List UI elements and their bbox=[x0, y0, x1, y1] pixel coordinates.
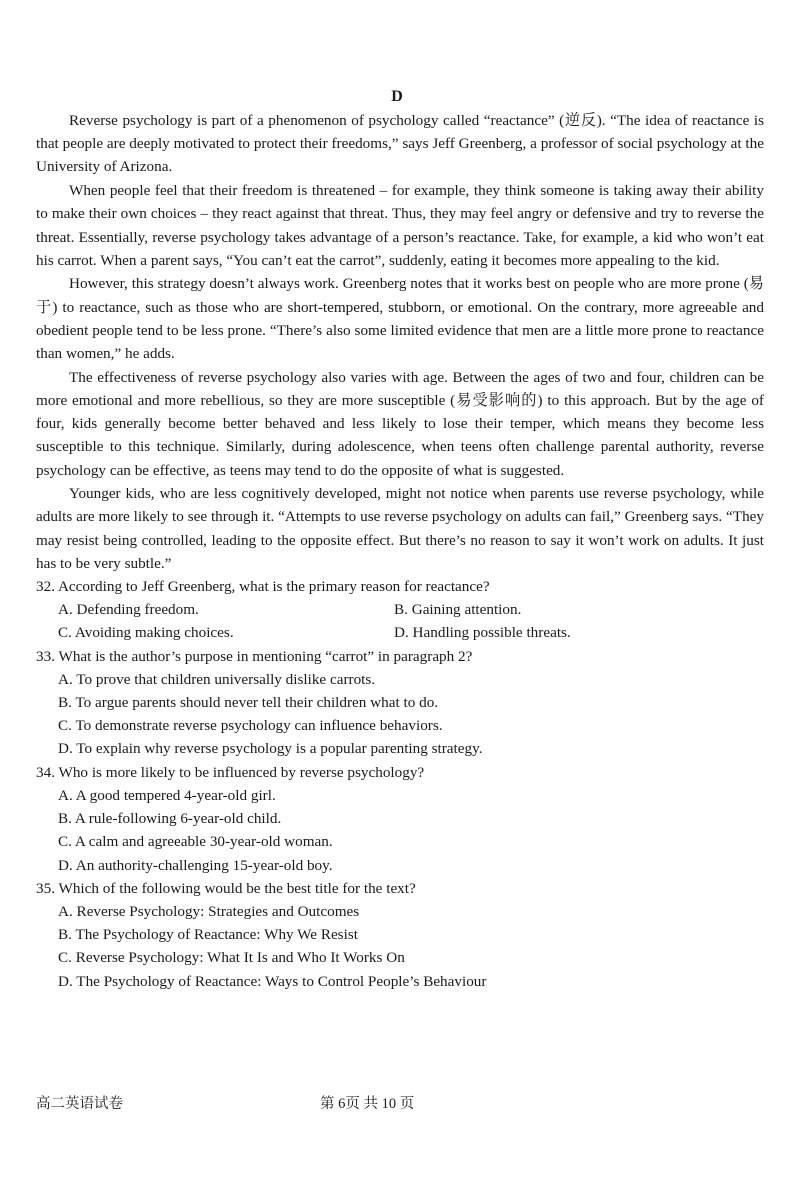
option-b: B. Gaining attention. bbox=[394, 601, 522, 619]
exam-page bbox=[36, 85, 764, 993]
option-b: B. To argue parents should never tell their children what to do. bbox=[58, 694, 439, 712]
page-number: 第 6页 共 10 页 bbox=[320, 1096, 415, 1112]
paragraph-5: Younger kids, who are less cognitively developed, might not notice when parents use reverse psychology, while adults are more likely to see through it. “Attempts to use reverse psychology on adults can fail,” Greenberg says. “They may resist being controlled, leading to the opposite effect. But there’s no reason to say it won’t work on adults. It just has to be very subtle.” bbox=[36, 485, 764, 572]
option-a: A. A good tempered 4-year-old girl. bbox=[58, 786, 276, 804]
paragraph-1: Reverse psychology is part of a phenomenon of psychology called “reactance” (逆反). “The idea of reactance is that people are deeply motivated to protect their freedoms,” says Jeff Greenberg, a professor of social psychology at the University of Arizona. bbox=[36, 112, 764, 176]
option-d: D. The Psychology of Reactance: Ways to Control People’s Behaviour bbox=[58, 972, 487, 990]
option-d: D. An authority-challenging 15-year-old boy. bbox=[58, 856, 333, 874]
question-33 bbox=[36, 645, 764, 761]
question-stem: 34. Who is more likely to be influenced by reverse psychology? bbox=[36, 763, 425, 781]
question-stem: 32. According to Jeff Greenberg, what is the primary reason for reactance? bbox=[36, 578, 490, 596]
question-32 bbox=[36, 575, 764, 645]
option-a: A. Reverse Psychology: Strategies and Outcomes bbox=[58, 902, 360, 920]
question-34 bbox=[36, 761, 764, 877]
option-c: C. To demonstrate reverse psychology can influence behaviors. bbox=[58, 717, 443, 735]
option-d: D. Handling possible threats. bbox=[394, 624, 571, 642]
question-stem: 35. Which of the following would be the best title for the text? bbox=[36, 879, 416, 897]
option-row bbox=[36, 621, 764, 644]
option-d: D. To explain why reverse psychology is a popular parenting strategy. bbox=[58, 740, 483, 758]
option-a: A. Defending freedom. bbox=[58, 601, 199, 619]
option-row bbox=[36, 598, 764, 621]
exam-name: 高二英语试卷 bbox=[36, 1096, 123, 1112]
paragraph-4: The effectiveness of reverse psychology also varies with age. Between the ages of two and four, children can be more emotional and more rebellious, so they are more susceptible (易受影响的) to this approach. But by the age of four, kids generally become better behaved and less likely to lose their temper, which means they become less susceptible to this technique. Similarly, during adolescence, when teens often challenge parental authority, reverse psychology can be effective, as teens may tend to do the opposite of what is suggested. bbox=[36, 368, 764, 479]
option-c: C. Avoiding making choices. bbox=[58, 624, 234, 642]
question-stem: 33. What is the author’s purpose in mentioning “carrot” in paragraph 2? bbox=[36, 647, 473, 665]
option-c: C. Reverse Psychology: What It Is and Who It Works On bbox=[58, 949, 405, 967]
question-list bbox=[36, 575, 764, 993]
section-title: D bbox=[391, 88, 403, 105]
question-35 bbox=[36, 877, 764, 993]
option-a: A. To prove that children universally dislike carrots. bbox=[58, 670, 376, 688]
option-b: B. The Psychology of Reactance: Why We Resist bbox=[58, 926, 358, 944]
paragraph-2: When people feel that their freedom is threatened – for example, they think someone is taking away their ability to make their own choices – they react against that threat. Thus, they may feel angry or defensive and try to reverse the threat. Essentially, reverse psychology takes advantage of a person’s reactance. Take, for example, a kid who won’t eat his carrot. When a parent says, “You can’t eat the carrot”, suddenly, eating it becomes more appealing to the kid. bbox=[36, 182, 764, 269]
option-c: C. A calm and agreeable 30-year-old woman. bbox=[58, 833, 333, 851]
paragraph-3: However, this strategy doesn’t always work. Greenberg notes that it works best on people who are more prone (易于) to reactance, such as those who are short-tempered, stubborn, or emotional. On the contrary, more agreeable and obedient people tend to be less prone. “There’s also some limited evidence that men are a little more prone to reactance than women,” he adds. bbox=[36, 275, 764, 363]
passage bbox=[36, 109, 764, 575]
option-b: B. A rule-following 6-year-old child. bbox=[58, 810, 282, 828]
